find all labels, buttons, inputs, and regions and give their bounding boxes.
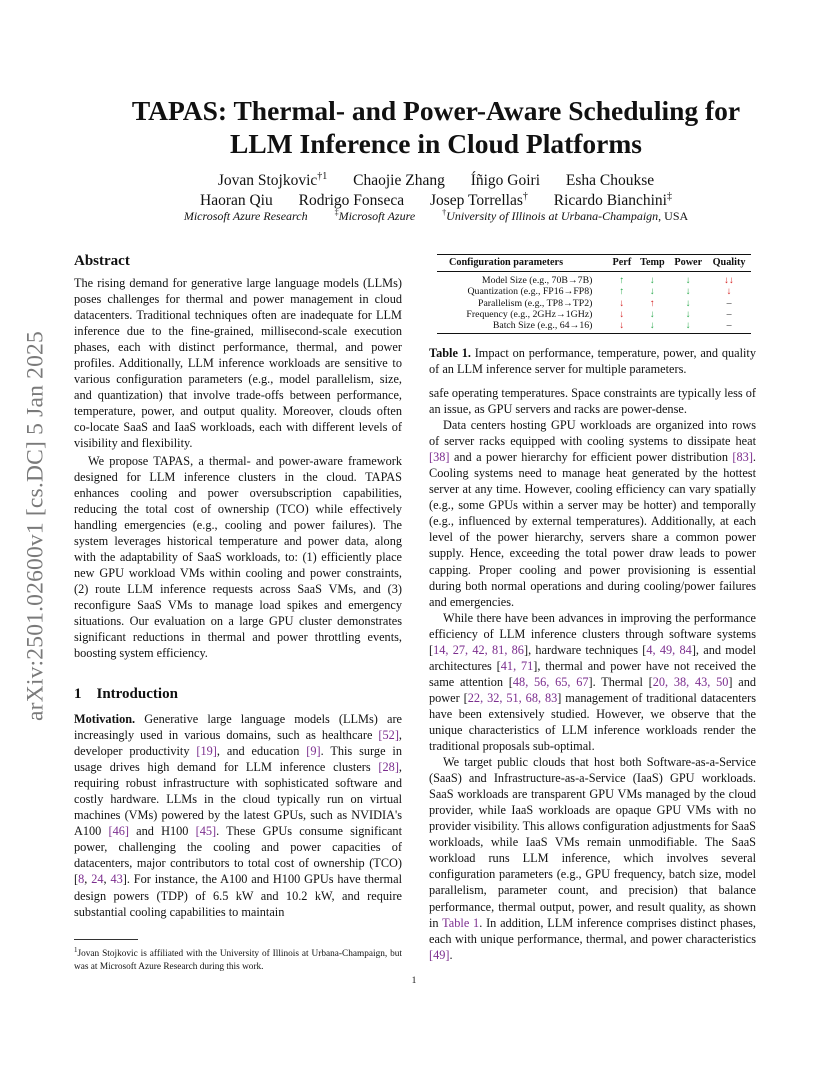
down-arrow-icon: ↓ <box>649 308 655 320</box>
table-header-row <box>437 255 751 272</box>
section-title: Introduction <box>96 686 178 702</box>
citation-link[interactable]: 14, 27, 42, 81, 86 <box>433 642 524 657</box>
citation-link[interactable]: [19] <box>196 744 217 759</box>
citation-link[interactable]: 20, 38, 43, 50 <box>652 674 729 689</box>
text-run: , developer productivity <box>74 728 402 759</box>
citation-link[interactable]: [49] <box>429 947 450 962</box>
citation-link[interactable]: [46] <box>108 824 129 839</box>
arxiv-stamp-text: arXiv:2501.02600v1 [cs.DC] 5 Jan 2025 <box>22 331 49 721</box>
text-run: ]. For instance, the A100 and H100 GPUs have thermal design powers (TDP) of 6.5 kW and 10.2 kW, and require substantial cooling capabilities to maintain <box>74 872 402 919</box>
citation-link[interactable]: 43 <box>110 872 123 887</box>
footnote-text: Jovan Stojkovic is affiliated with the University of Illinois at Urbana-Champaign, but was at Microsoft Azure Research during this work. <box>74 949 402 972</box>
author: Chaojie Zhang <box>353 172 445 190</box>
down-arrow-icon: ↓ <box>619 308 625 320</box>
right-paragraph-3 <box>429 754 756 963</box>
text-run: ]. Thermal [ <box>588 674 653 689</box>
table-cell: Model Size (e.g., 70B→7B) <box>481 275 593 287</box>
table-row <box>437 309 751 320</box>
right-paragraph-0: safe operating temperatures. Space constraints are typically less of an issue, as GPU servers and racks are power-dense. <box>429 386 756 417</box>
right-paragraph-2 <box>429 610 756 754</box>
table-reference-link[interactable]: Table 1 <box>442 915 480 930</box>
text-run: and a power hierarchy for efficient power distribution <box>449 450 733 465</box>
citation-link[interactable]: 48, 56, 65, 67 <box>512 674 589 689</box>
citation-link[interactable]: [45] <box>195 824 217 839</box>
down-arrow-icon: ↓ <box>685 286 691 298</box>
affiliation-mark: † <box>442 208 447 217</box>
table-cell: Parallelism (e.g., TP8→TP2) <box>478 297 593 309</box>
table-row <box>437 272 751 287</box>
text-run: . These GPUs consume significant power, challenging the cooling and power capacities of datacenters, major contributors to total cost of ownership (TCO) [ <box>74 824 402 887</box>
author-name: Jovan Stojkovic <box>217 172 318 190</box>
paper-title <box>70 94 802 160</box>
down-arrow-icon: ↓ <box>649 275 655 287</box>
author-name: Ricardo Bianchini <box>553 192 667 210</box>
table-cell: Batch Size (e.g., 64→16) <box>437 320 608 334</box>
affiliation-msr: Microsoft Azure Research <box>183 209 308 223</box>
down-arrow-icon: ↓ <box>619 297 625 309</box>
text-run: Generative large language models (LLMs) are increasingly used in various domains, such as healthcare <box>74 712 402 743</box>
abstract-paragraph-1: The rising demand for generative large language models (LLMs) poses challenges for thermal and power management in cloud datacenters. Traditional techniques often are inadequate for LLM inference due to the fine-grained, millisecond-scale execution phases, each with distinct performance, thermal, and power profiles. Additionally, LLM inference workloads are sensitive to various configuration parameters (e.g., model parallelism, size, and quantization) that involve trade-offs between performance, temperature, power, and output quality. Moreover, clouds often co-locate SaaS and IaaS workloads, each with different levels of visibility and flexibility. <box>74 276 402 451</box>
down-arrow-icon: ↓ <box>685 297 691 309</box>
table-header: Configuration parameters <box>437 255 608 272</box>
caption-text: Impact on performance, temperature, power, and quality of an LLM inference server for multiple parameters. <box>429 346 757 377</box>
table-header: Temp <box>635 255 669 272</box>
right-paragraph-1 <box>429 417 756 610</box>
affiliation-country: , USA <box>658 209 689 223</box>
citation-link[interactable]: 22, 32, 51, 68, 83 <box>467 690 558 705</box>
citation-link[interactable]: 41, 71 <box>500 658 534 673</box>
citation-link[interactable]: 4, 49, 84 <box>646 642 692 657</box>
abstract-body <box>74 275 402 661</box>
text-run: ] and power [ <box>429 674 756 705</box>
text-run: While there have been advances in improving the performance efficiency of LLM inference clusters through software systems [ <box>429 610 756 657</box>
text-run: ], thermal and power have not received the same attention [ <box>429 658 756 689</box>
text-run: . This surge in usage drives high demand for LLM inference clusters <box>74 744 402 775</box>
author-mark: †1 <box>317 171 328 182</box>
affiliation-azure <box>335 209 416 223</box>
down-arrow-icon: ↓ <box>685 275 691 287</box>
text-run: . In addition, LLM inference comprises distinct phases, each with unique performance, thermal, and power characteristics <box>429 915 757 946</box>
config-table <box>437 254 751 334</box>
title-line-2: LLM Inference in Cloud Platforms <box>230 128 642 159</box>
down-arrow-icon: ↓ <box>608 320 635 334</box>
intro-body <box>74 711 402 920</box>
author: Íñigo Goiri <box>470 172 541 190</box>
title-line-1: TAPAS: Thermal- and Power-Aware Scheduling for <box>131 95 741 126</box>
citation-link[interactable]: [52] <box>378 728 399 743</box>
text-run: . <box>449 947 453 962</box>
citation-link[interactable]: 8 <box>78 872 85 887</box>
text-run: . Cooling systems need to manage heat generated by the hottest server at any time. However, cooling efficiency can vary spatially (e.g., some GPUs within a server may be hotter) and temporally (e.g., influenced by external temperatures). Additionally, at each level of the power hierarchy, servers share a common power supply. Hence, exceeding the total power draw leads to power capping. Proper cooling and power provisioning is essential during both normal operations and during cooling/power failures and emergencies. <box>429 450 756 609</box>
right-column-body <box>429 385 756 963</box>
text-run: ] management of traditional datacenters have been extensively studied. However, we observe that the unique characteristics of LLM inference workloads render the traditional proposals sub-optimal. <box>429 690 757 754</box>
affiliation-uiuc <box>442 209 688 223</box>
citation-link[interactable]: [9] <box>306 744 321 759</box>
author-mark: † <box>522 191 528 202</box>
abstract-paragraph-2: We propose TAPAS, a thermal- and power-aware framework designed for LLM inference clusters in the cloud. TAPAS enhances cooling and power oversubscription capabilities, reducing the total cost of ownership (TCO) while effectively handling emergencies (e.g., cooling and power failures). The system leverages historical temperature and power data, along with the adaptability of SaaS workloads, to: (1) efficiently place new GPU workload VMs within cooling and power constraints, (2) route LLM inference requests across SaaS VMs, and (3) reconfigure SaaS VMs to manage load spikes and emergency situations. Our evaluation on a large GPU cluster demonstrates significant reductions in thermal and power throttling events, boosting system efficiency. <box>74 453 402 661</box>
arxiv-stamp <box>18 296 54 756</box>
up-arrow-icon: ↑ <box>619 275 625 287</box>
text-run: , and education <box>216 744 307 759</box>
dash-icon: – <box>726 308 732 320</box>
author: Haoran Qiu <box>200 192 273 210</box>
text-run: , requiring robust infrastructure with sophisticated software and costly hardware. LLMs in the cloud typically run on virtual machines (VMs) powered by the latest GPUs, such as NVIDIA's A100 <box>74 760 402 839</box>
page-number: 1 <box>411 976 417 986</box>
citation-link[interactable]: [28] <box>378 760 399 775</box>
table-cell: Quantization (e.g., FP16→FP8) <box>467 286 593 298</box>
author-name: Josep Torrellas <box>429 192 523 210</box>
section-number: 1 <box>74 686 82 702</box>
footnote-mark: 1 <box>74 946 78 954</box>
intro-heading <box>74 685 178 703</box>
table-header: Quality <box>707 255 751 272</box>
runin-heading: Motivation. <box>74 712 136 726</box>
down-arrow-icon: ↓ <box>649 286 655 298</box>
intro-paragraph-1: Motivation. Generative large language models (LLMs) are increasingly used in various domains, such as healthcare [52], developer productivity [19], and education [9]. This surge in usage drives high demand for LLM inference clusters [28], requiring robust infrastructure with sophisticated software and costly hardware. LLMs in the cloud typically run on virtual machines (VMs) powered by the latest GPUs, such as NVIDIA's A100 [46] and H100 [45]. These GPUs consume significant power, challenging the cooling and power capacities of datacenters, major contributors to total cost of ownership (TCO) [8, 24, 43]. For instance, the A100 and H100 GPUs have thermal design powers (TDP) of 6.5 kW and 10.2 kW, and require substantial cooling capabilities to maintain <box>74 712 402 919</box>
citation-link[interactable]: [83] <box>732 450 753 465</box>
table-row <box>437 298 751 309</box>
affiliation-name: Microsoft Azure <box>338 209 416 223</box>
down-arrow-icon: ↓ <box>635 320 669 334</box>
up-arrow-icon: ↑ <box>649 297 655 309</box>
footnote <box>74 944 402 973</box>
text-run: Data centers hosting GPU workloads are organized into rows of server racks equipped with cooling systems to dissipate heat <box>429 418 756 449</box>
table-caption <box>429 345 756 377</box>
down-arrow-icon: ↓ <box>669 320 707 334</box>
table-row <box>437 286 751 297</box>
author: Esha Choukse <box>565 172 655 190</box>
text-run: and H100 <box>129 824 196 839</box>
double-down-arrow-icon: ↓↓ <box>724 275 734 287</box>
author: Rodrigo Fonseca <box>298 192 405 210</box>
author-mark: ‡ <box>666 191 672 202</box>
text-run: ], hardware techniques [ <box>523 642 647 657</box>
abstract-heading: Abstract <box>74 253 130 269</box>
table-header: Power <box>669 255 707 272</box>
down-arrow-icon: ↓ <box>685 308 691 320</box>
down-arrow-icon: ↓ <box>726 286 732 298</box>
footnote-rule <box>74 939 138 940</box>
dash-icon: – <box>726 297 732 309</box>
citation-link[interactable]: 24 <box>91 872 104 887</box>
text-run: ], and model architectures [ <box>429 642 757 673</box>
citation-link[interactable]: [38] <box>429 450 450 465</box>
table-row <box>437 320 751 334</box>
up-arrow-icon: ↑ <box>619 286 625 298</box>
affiliation-name: University of Illinois at Urbana-Champaign <box>446 209 659 223</box>
table-cell: Frequency (e.g., 2GHz→1GHz) <box>466 308 593 320</box>
dash-icon: – <box>707 320 751 334</box>
table-header: Perf <box>608 255 635 272</box>
affiliation-mark: ‡ <box>334 208 339 217</box>
text-run: We target public clouds that host both Software-as-a-Service (SaaS) and Infrastructure-as-a-Service (IaaS) GPU workloads. SaaS workloads are transparent GPU VMs managed by the cloud provider, while IaaS workloads are opaque GPU VMs with no provider visibility. This allows configuration adjustments for SaaS workloads, while IaaS VMs remain unmodifiable. The SaaS workload runs LLM inference, which involves several configuration parameters (e.g., GPU frequency, batch size, model parallelism, parameter count, and precision) that balance performance, thermal output, power, and result quality, as shown in <box>429 755 756 930</box>
affiliations <box>70 205 802 224</box>
caption-label: Table 1. <box>429 346 471 360</box>
